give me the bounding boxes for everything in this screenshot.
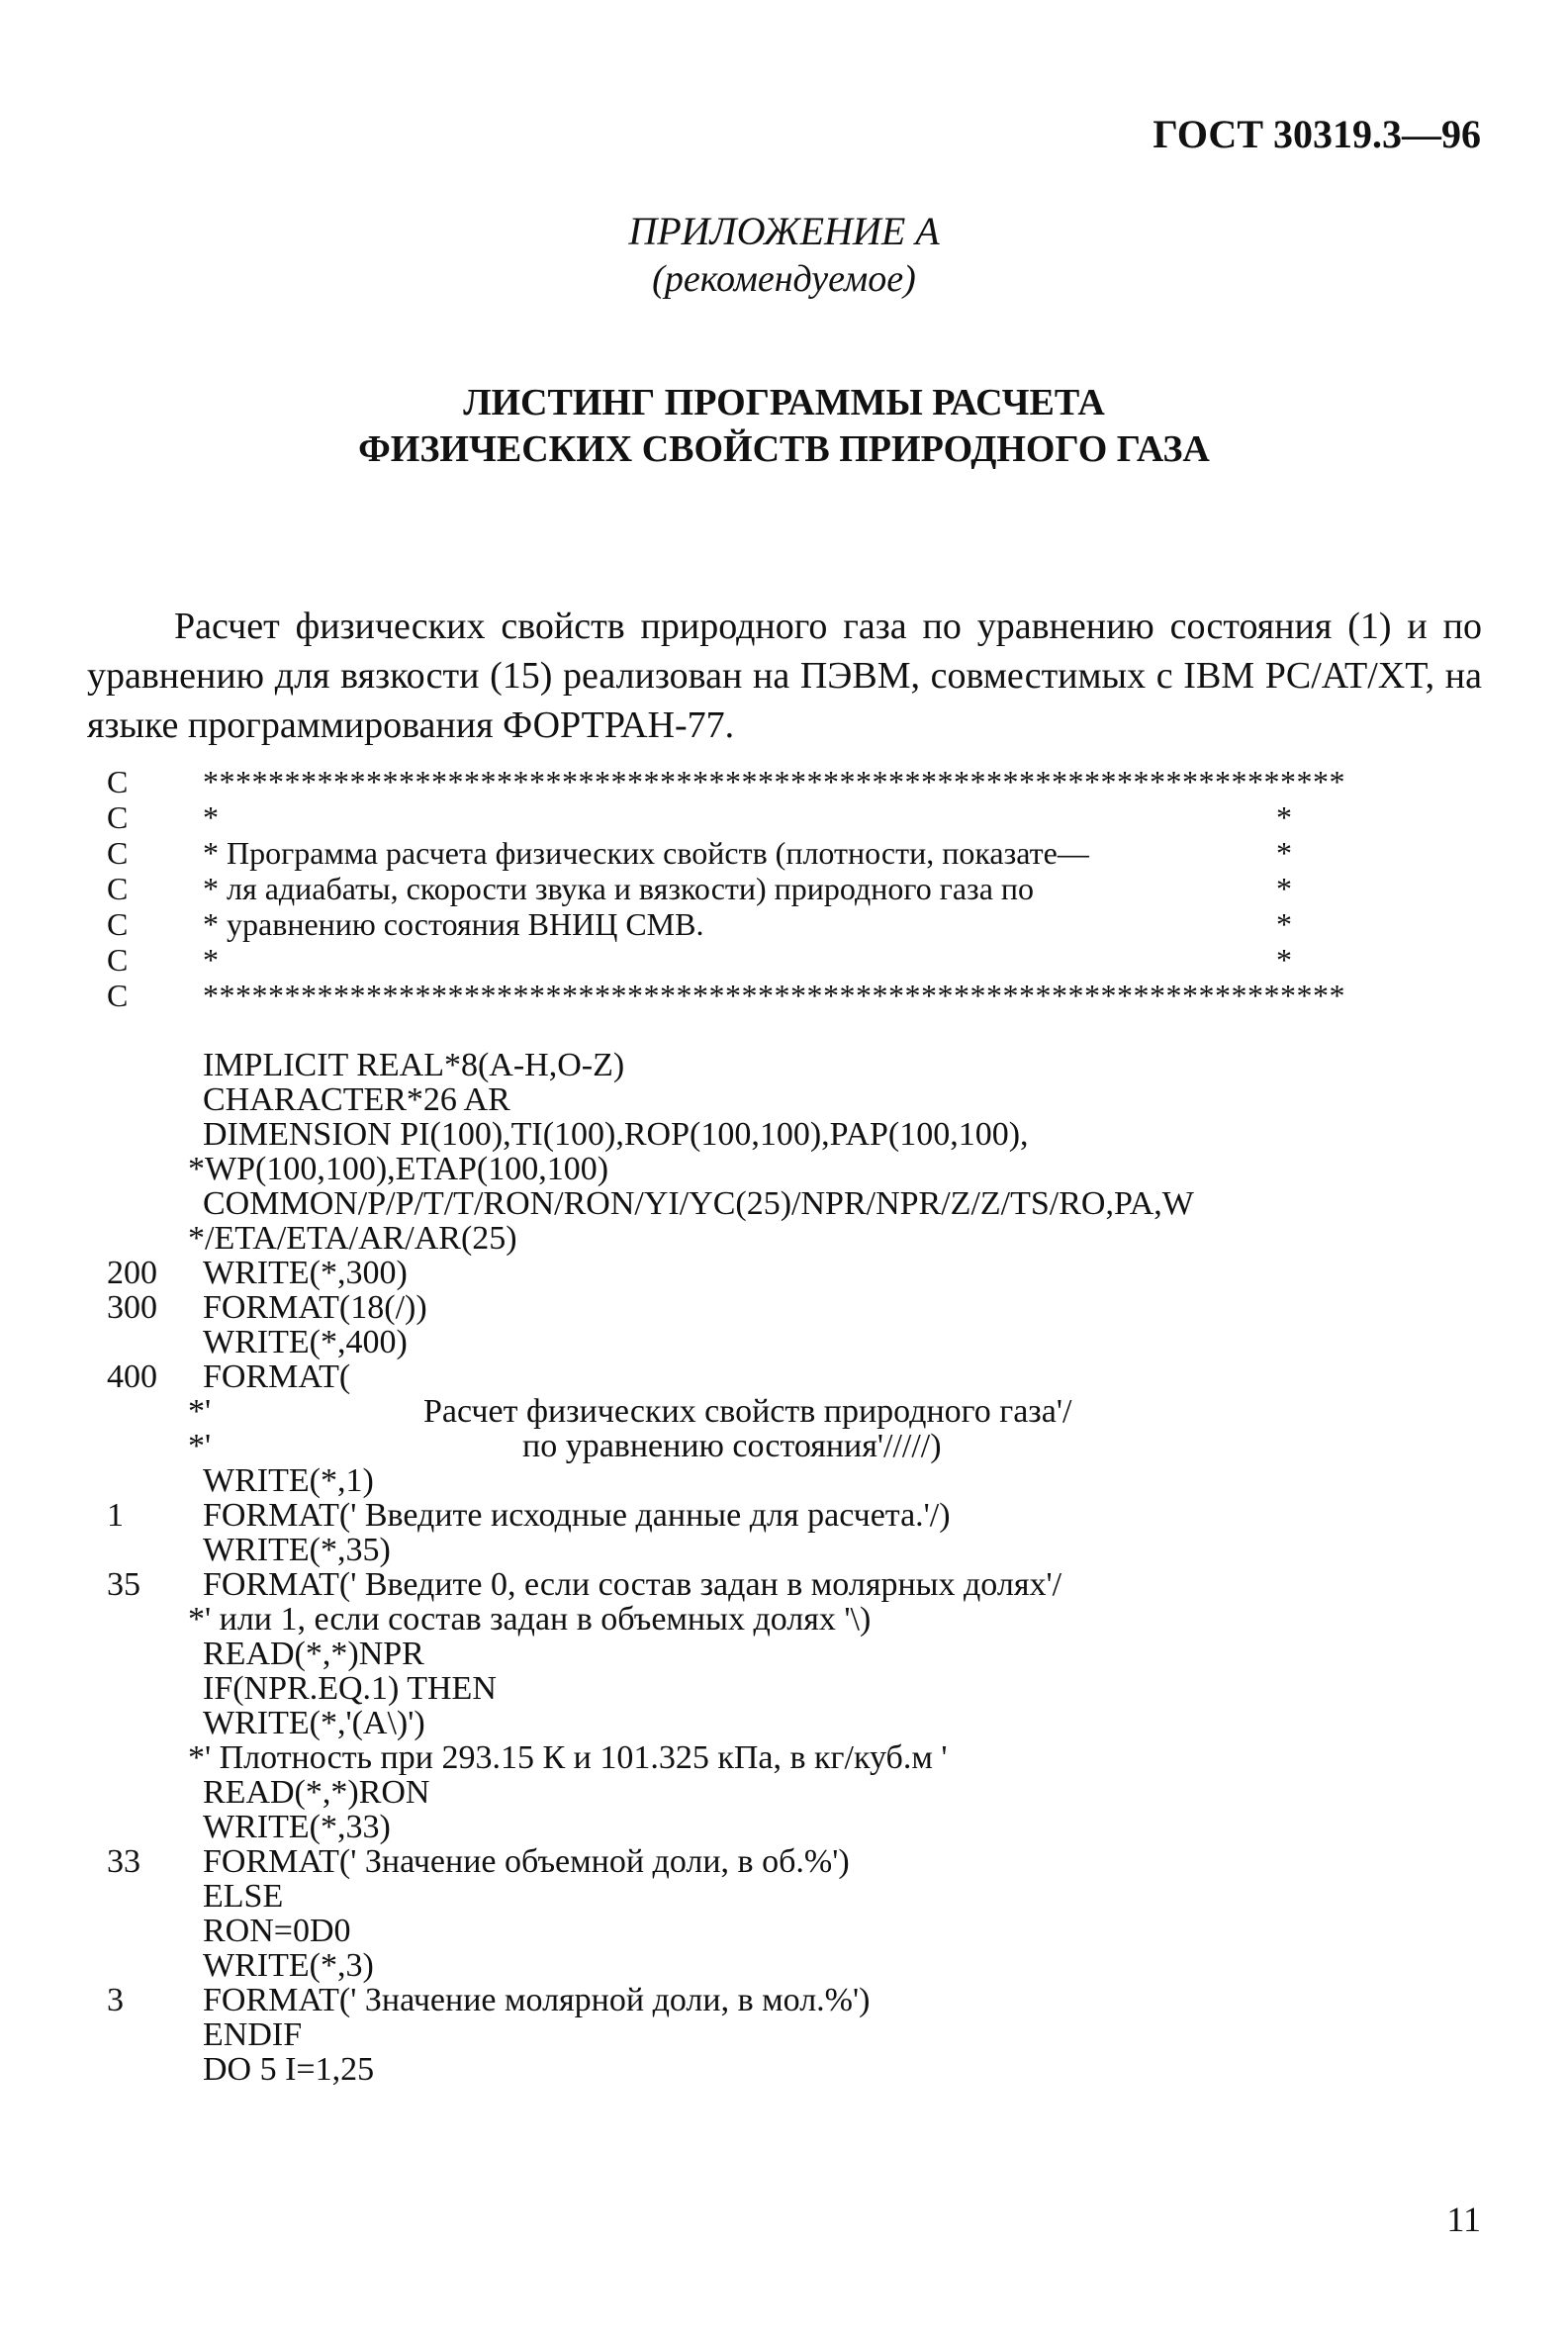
code-line: DIMENSION PI(100),TI(100),ROP(100,100),PAP(100,100),	[203, 1116, 1029, 1153]
comment-star: *	[203, 799, 219, 835]
comment-star: *	[1276, 942, 1292, 978]
comment-star: *	[1276, 906, 1292, 942]
comment-star: *	[1276, 835, 1292, 871]
comment-star: *	[1276, 799, 1292, 835]
code-line: COMMON/P/P/T/T/RON/RON/YI/YC(25)/NPR/NPR/Z/Z/TS/RO,PA,W	[203, 1185, 1194, 1222]
comment-line-2: * ля адиабаты, скорости звука и вязкости) природного газа по	[203, 871, 1035, 906]
code-line: READ(*,*)RON	[203, 1774, 430, 1811]
code-line: CHARACTER*26 AR	[203, 1081, 510, 1118]
code-line: FORMAT(' Значение объемной доли, в об.%')	[203, 1843, 850, 1880]
comment-marker: C	[107, 871, 129, 906]
comment-star-border-top: **********************************************************************	[203, 764, 1345, 799]
code-line: IMPLICIT REAL*8(A-H,O-Z)	[203, 1047, 625, 1083]
code-line: *' или 1, если состав задан в объемных долях '\)	[188, 1601, 872, 1638]
intro-text: Расчет физических свойств природного газа по уравнению состояния (1) и по уравнению для вязкости (15) реализован на ПЭВМ, совместимых с IBM PC/AT/XT, на языке программирования ФОРТРАН-77.	[87, 606, 1482, 746]
code-line: по уравнению состояния'/////)	[522, 1428, 942, 1464]
comment-marker: C	[107, 835, 129, 871]
document-title-line-2: ФИЗИЧЕСКИХ СВОЙСТВ ПРИРОДНОГО ГАЗА	[358, 428, 1210, 470]
comment-marker: C	[107, 799, 129, 835]
code-line: WRITE(*,300)	[203, 1255, 408, 1291]
code-label: 300	[107, 1289, 157, 1326]
page-number: 11	[1446, 2200, 1481, 2239]
code-line: *' Плотность при 293.15 К и 101.325 кПа, в кг/куб.м '	[188, 1739, 948, 1776]
code-line: Расчет физических свойств природного газа'/	[423, 1393, 1072, 1430]
code-line: RON=0D0	[203, 1913, 351, 1949]
code-line: WRITE(*,35)	[203, 1532, 391, 1568]
code-line: *WP(100,100),ETAP(100,100)	[188, 1151, 609, 1187]
standard-number: ГОСТ 30319.3—96	[1153, 112, 1481, 156]
code-line: READ(*,*)NPR	[203, 1636, 424, 1672]
comment-line-3: * уравнению состояния ВНИЦ СМВ.	[203, 906, 704, 942]
comment-marker: C	[107, 764, 129, 799]
code-line: */ETA/ETA/AR/AR(25)	[188, 1220, 517, 1257]
code-label: 35	[107, 1566, 140, 1603]
appendix-note: (рекомендуемое)	[652, 258, 916, 300]
intro-paragraph	[87, 602, 1482, 750]
code-line: ELSE	[203, 1878, 284, 1915]
code-label: 3	[107, 1982, 124, 2018]
code-label: 1	[107, 1497, 124, 1534]
code-line: WRITE(*,'(A\)')	[203, 1705, 425, 1741]
code-line: FORMAT(' Введите 0, если состав задан в молярных долях'/	[203, 1566, 1062, 1603]
code-line: FORMAT(' Введите исходные данные для расчета.'/)	[203, 1497, 951, 1534]
document-title-line-1: ЛИСТИНГ ПРОГРАММЫ РАСЧЕТА	[463, 382, 1105, 423]
code-line: WRITE(*,1)	[203, 1462, 374, 1499]
code-line: ENDIF	[203, 2016, 303, 2053]
code-line: WRITE(*,400)	[203, 1324, 408, 1360]
appendix-title: ПРИЛОЖЕНИЕ А	[628, 209, 940, 253]
comment-star-border-bottom: **********************************************************************	[203, 978, 1345, 1013]
code-line: FORMAT(	[203, 1358, 351, 1395]
comment-marker: C	[107, 978, 129, 1013]
comment-star: *	[1276, 871, 1292, 906]
code-line: FORMAT(' Значение молярной доли, в мол.%')	[203, 1982, 871, 2018]
code-line: FORMAT(18(/))	[203, 1289, 427, 1326]
code-label: 200	[107, 1255, 157, 1291]
comment-star: *	[203, 942, 219, 978]
code-continuation-mark: *'	[188, 1428, 212, 1464]
code-line: WRITE(*,3)	[203, 1947, 374, 1984]
code-continuation-mark: *'	[188, 1393, 212, 1430]
code-label: 33	[107, 1843, 140, 1880]
code-line: WRITE(*,33)	[203, 1809, 391, 1845]
comment-marker: C	[107, 906, 129, 942]
comment-line-1: * Программа расчета физических свойств (плотности, показате—	[203, 835, 1089, 871]
code-label: 400	[107, 1358, 157, 1395]
code-line: IF(NPR.EQ.1) THEN	[203, 1670, 497, 1707]
code-line: DO 5 I=1,25	[203, 2051, 375, 2088]
comment-marker: C	[107, 942, 129, 978]
